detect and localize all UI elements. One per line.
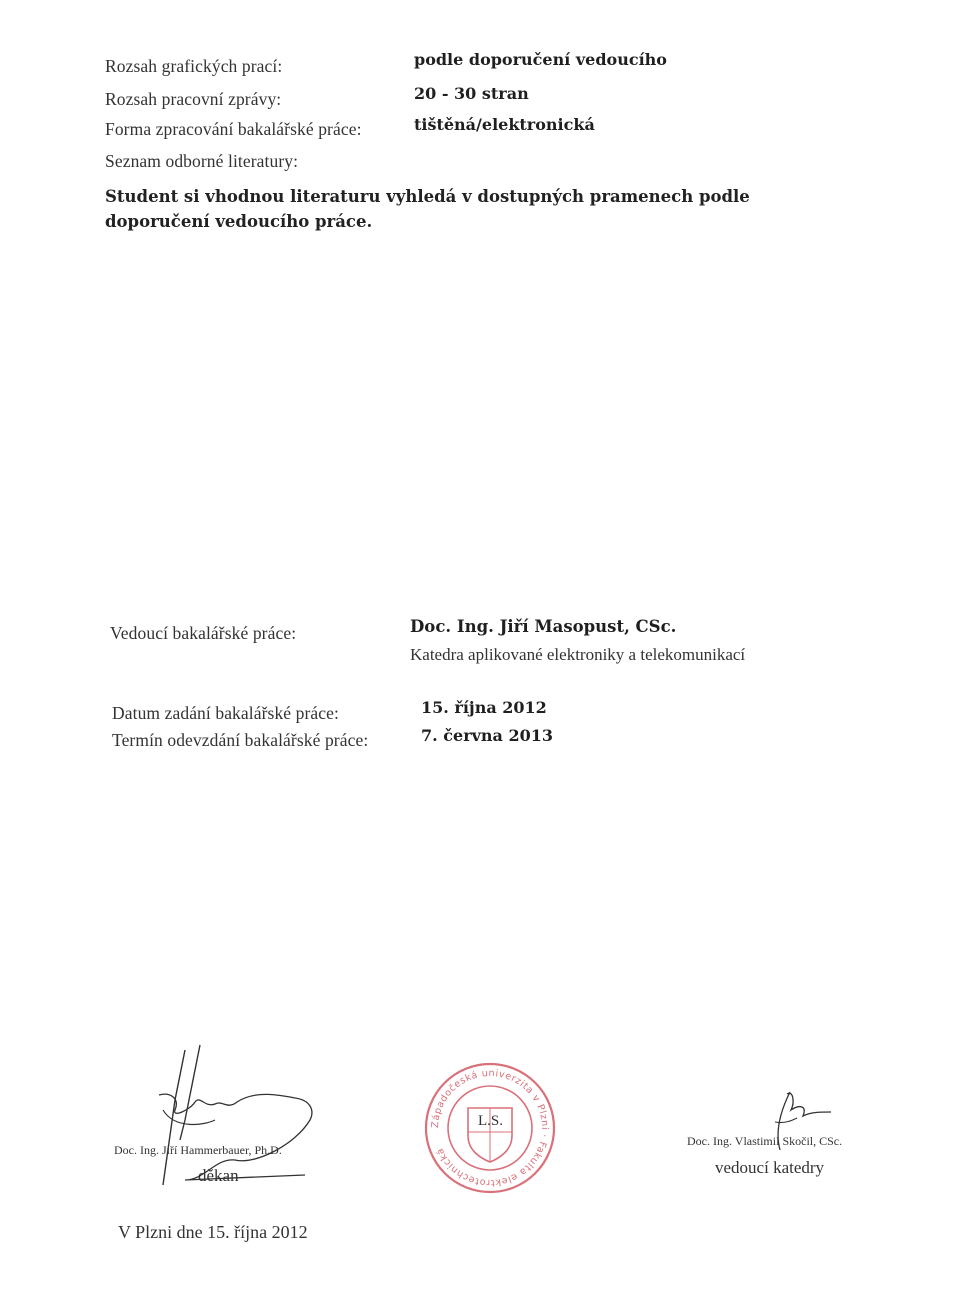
dean-name: Doc. Ing. Jiří Hammerbauer, Ph.D.: [114, 1143, 282, 1157]
dean-role: děkan: [198, 1166, 239, 1185]
supervisor-name: Doc. Ing. Jiří Masopust, CSc.: [410, 617, 677, 636]
literature-text-line-2: doporučení vedoucího práce.: [105, 212, 373, 231]
head-name: Doc. Ing. Vlastimil Skočil, CSc.: [687, 1134, 843, 1148]
deadline-label: Termín odevzdání bakalářské práce:: [112, 730, 369, 750]
head-role: vedoucí katedry: [715, 1158, 825, 1177]
assigned-date-value: 15. října 2012: [421, 698, 547, 717]
graphics-scope-label: Rozsah grafických prací:: [105, 56, 283, 76]
literature-label: Seznam odborné literatury:: [105, 151, 299, 171]
literature-text-line-1: Student si vhodnou literaturu vyhledá v dostupných pramenech podle: [105, 187, 750, 206]
report-scope-value: 20 - 30 stran: [414, 84, 529, 103]
assigned-date-label: Datum zadání bakalářské práce:: [112, 703, 339, 723]
stamp-ring-text: Západočeská univerzita v Plzni · Fakulta elektrotechnická: [429, 1067, 551, 1189]
form-label: Forma zpracování bakalářské práce:: [105, 119, 362, 139]
stamp-ls-label: L.S.: [478, 1113, 504, 1129]
graphics-scope-value: podle doporučení vedoucího: [414, 50, 667, 69]
supervisor-department: Katedra aplikované elektroniky a telekomunikací: [410, 645, 746, 664]
supervisor-label: Vedoucí bakalářské práce:: [110, 623, 297, 643]
report-scope-label: Rozsah pracovní zprávy:: [105, 89, 282, 109]
form-value: tištěná/elektronická: [414, 115, 595, 134]
deadline-value: 7. června 2013: [421, 726, 554, 745]
place-and-date: V Plzni dne 15. října 2012: [118, 1222, 308, 1242]
dean-signature: [145, 1040, 345, 1190]
